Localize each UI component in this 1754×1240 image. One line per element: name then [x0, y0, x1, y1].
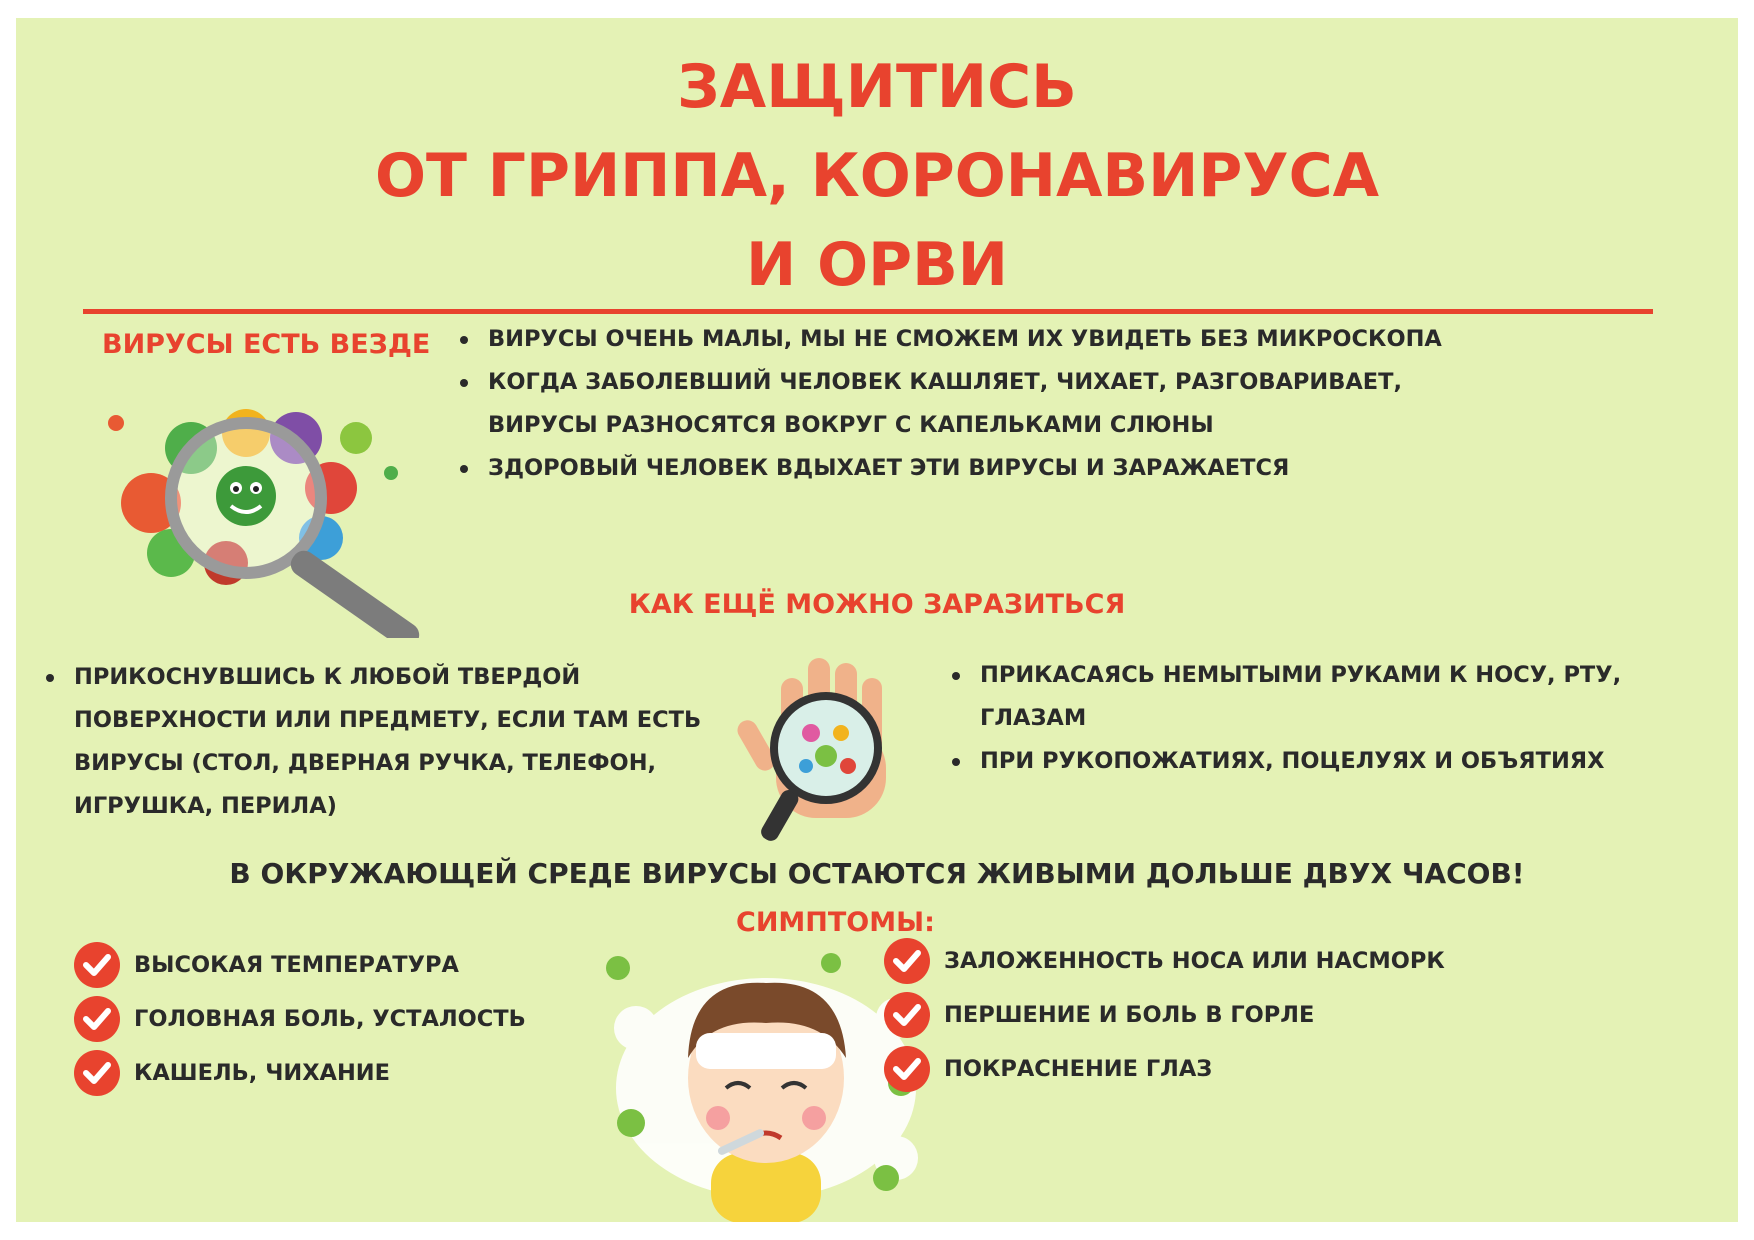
checkmark-icon — [74, 942, 120, 988]
viruses-everywhere-list — [460, 318, 1442, 490]
list-item: ПРИКОСНУВШИСЬ К ЛЮБОЙ ТВЕРДОЙ — [46, 656, 701, 699]
symptom-label: ЗАЛОЖЕННОСТЬ НОСА ИЛИ НАСМОРК — [944, 948, 1445, 974]
heading-viruses-everywhere: ВИРУСЫ ЕСТЬ ВЕЗДЕ — [102, 329, 431, 360]
list-item-continuation: ВИРУСЫ (СТОЛ, ДВЕРНАЯ РУЧКА, ТЕЛЕФОН, — [74, 750, 657, 776]
list-item-continuation: ПОВЕРХНОСТИ ИЛИ ПРЕДМЕТУ, ЕСЛИ ТАМ ЕСТЬ — [74, 707, 702, 733]
title-line-3: И ОРВИ — [745, 230, 1009, 300]
magnifier-icon — [758, 696, 878, 844]
symptom-label: ПЕРШЕНИЕ И БОЛЬ В ГОРЛЕ — [944, 1002, 1315, 1028]
symptom-label: ВЫСОКАЯ ТЕМПЕРАТУРА — [134, 952, 459, 978]
symptom-label: ГОЛОВНАЯ БОЛЬ, УСТАЛОСТЬ — [134, 1006, 526, 1032]
symptom-item — [74, 992, 526, 1046]
list-item: ВИРУСЫ ОЧЕНЬ МАЛЫ, МЫ НЕ СМОЖЕМ ИХ УВИДЕТЬ БЕЗ МИКРОСКОПА — [460, 318, 1442, 361]
checkmark-icon — [74, 996, 120, 1042]
list-item: КОГДА ЗАБОЛЕВШИЙ ЧЕЛОВЕК КАШЛЯЕТ, ЧИХАЕТ, РАЗГОВАРИВАЕТ, — [460, 361, 1442, 404]
list-item-continuation: ВИРУСЫ РАЗНОСЯТСЯ ВОКРУГ С КАПЕЛЬКАМИ СЛЮНЫ — [488, 412, 1214, 438]
virus-face-icon — [216, 466, 276, 526]
checkmark-icon — [884, 992, 930, 1038]
checkmark-icon — [74, 1050, 120, 1096]
symptoms-left-list — [74, 938, 526, 1100]
title-line-1: ЗАЩИТИСЬ — [677, 52, 1077, 122]
symptom-item — [884, 988, 1445, 1042]
symptom-item — [884, 1042, 1445, 1096]
how-infected-right-list — [952, 654, 1621, 783]
title-divider — [83, 309, 1653, 314]
symptom-item — [74, 1046, 526, 1100]
survival-banner: В ОКРУЖАЮЩЕЙ СРЕДЕ ВИРУСЫ ОСТАЮТСЯ ЖИВЫМИ ДОЛЬШЕ ДВУХ ЧАСОВ! — [229, 857, 1525, 890]
list-item: ПРИКАСАЯСЬ НЕМЫТЫМИ РУКАМИ К НОСУ, РТУ, — [952, 654, 1621, 697]
symptoms-right-list — [884, 934, 1445, 1096]
hand-magnifier-illustration — [726, 638, 926, 848]
symptom-item — [884, 934, 1445, 988]
list-item: ЗДОРОВЫЙ ЧЕЛОВЕК ВДЫХАЕТ ЭТИ ВИРУСЫ И ЗАРАЖАЕТСЯ — [460, 447, 1442, 490]
title-line-2: ОТ ГРИППА, КОРОНАВИРУСА — [374, 141, 1380, 211]
heading-symptoms: СИМПТОМЫ: — [736, 907, 935, 938]
symptom-label: КАШЕЛЬ, ЧИХАНИЕ — [134, 1060, 390, 1086]
how-infected-left-list — [46, 656, 701, 828]
checkmark-icon — [884, 938, 930, 984]
symptom-label: ПОКРАСНЕНИЕ ГЛАЗ — [944, 1056, 1213, 1082]
list-item-continuation: ГЛАЗАМ — [980, 705, 1087, 731]
checkmark-icon — [884, 1046, 930, 1092]
symptom-item — [74, 938, 526, 992]
list-item-continuation: ИГРУШКА, ПЕРИЛА) — [74, 793, 337, 819]
heading-how-infected: КАК ЕЩЁ МОЖНО ЗАРАЗИТЬСЯ — [628, 589, 1126, 620]
poster — [16, 18, 1738, 1222]
list-item: ПРИ РУКОПОЖАТИЯХ, ПОЦЕЛУЯХ И ОБЪЯТИЯХ — [952, 740, 1621, 783]
